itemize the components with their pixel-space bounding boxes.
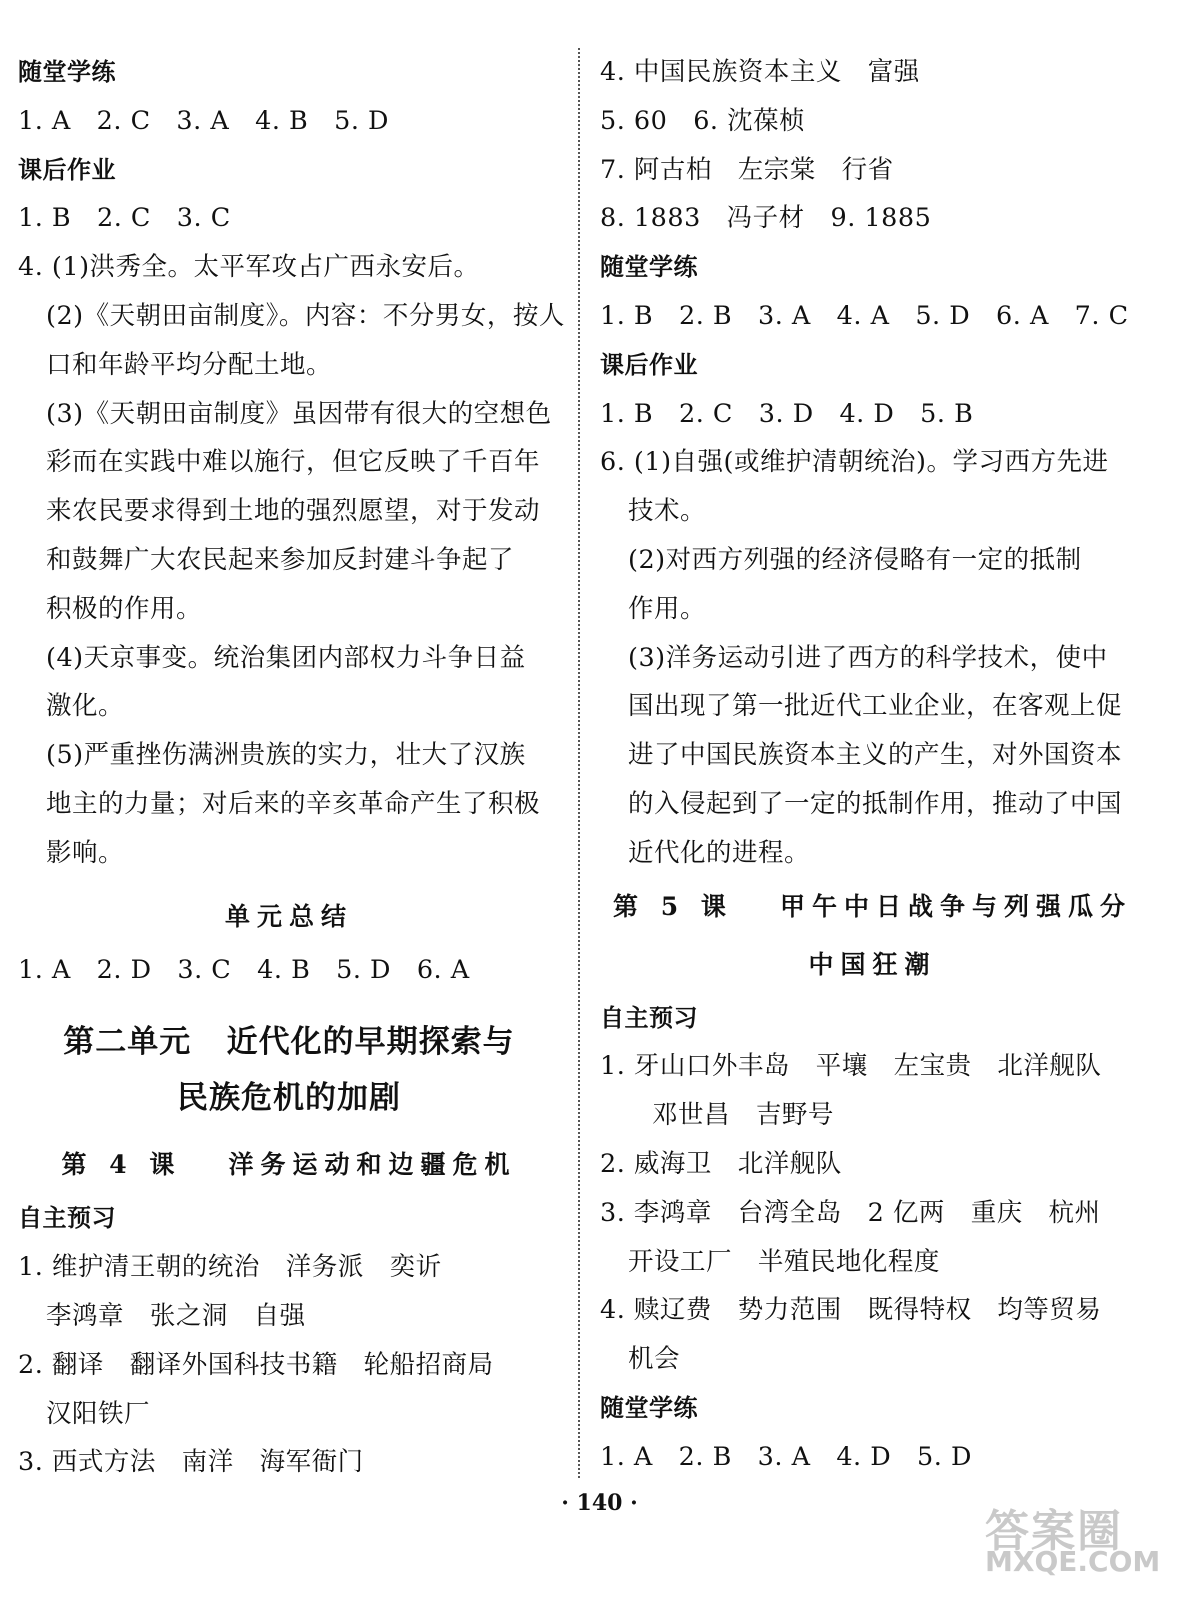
answer-line: (2)对西方列强的经济侵略有一定的抵制: [628, 544, 1082, 575]
answer-line: 1. 牙山口外丰岛 平壤 左宝贵 北洋舰队: [600, 1051, 1102, 1082]
answer-line: (2)《天朝田亩制度》。内容：不分男女，按人: [46, 300, 565, 331]
answer-line: 8. 1883 冯子材 9. 1885: [600, 203, 932, 234]
answer-line: 2. 威海卫 北洋舰队: [600, 1148, 842, 1179]
answer-line: 2. 翻译 翻译外国科技书籍 轮船招商局: [18, 1349, 494, 1380]
answer-line: 7. 阿古柏 左宗棠 行省: [600, 154, 894, 185]
answer-line: 的入侵起到了一定的抵制作用，推动了中国: [628, 788, 1123, 819]
spacer: [18, 1126, 560, 1136]
answer-line: 地主的力量；对后来的辛亥革命产生了积极: [46, 788, 541, 819]
spacer: [18, 994, 560, 1014]
section-heading: 随堂学练: [600, 1393, 698, 1422]
answer-line: 和鼓舞广大农民起来参加反封建斗争起了: [46, 544, 515, 575]
answer-line: 李鸿章 张之洞 自强: [46, 1300, 306, 1331]
lesson-title: 中国狂潮: [808, 949, 937, 979]
answer-line: 国出现了第一批近代工业企业，在客观上促: [628, 691, 1123, 722]
answer-line: 3. 西式方法 南洋 海军衙门: [18, 1447, 364, 1478]
answer-line: (3)洋务运动引进了西方的科学技术，使中: [628, 642, 1108, 673]
answer-line: 近代化的进程。: [628, 837, 811, 868]
answer-line: 技术。: [628, 496, 707, 527]
watermark-text: 答案圈: [985, 1506, 1123, 1557]
answer-line: (5)严重挫伤满洲贵族的实力，壮大了汉族: [46, 740, 526, 771]
page-number: · 140 ·: [561, 1490, 638, 1516]
answer-line: 1. 维护清王朝的统治 洋务派 奕䜣: [18, 1252, 442, 1283]
answer-line: 激化。: [46, 691, 125, 722]
answer-line: 4. 中国民族资本主义 富强: [600, 57, 920, 87]
section-heading: 课后作业: [600, 350, 698, 379]
answer-line: 作用。: [628, 593, 707, 624]
answer-line: 1. A 2. B 3. A 4. D 5. D: [600, 1441, 972, 1472]
answer-line: 1. B 2. C 3. D 4. D 5. B: [600, 398, 974, 429]
answer-line: 5. 60 6. 沈葆桢: [600, 105, 806, 136]
answer-line: (3)《天朝田亩制度》虽因带有很大的空想色: [46, 398, 552, 429]
lesson-title: 第 4 课 洋务运动和边疆危机: [61, 1150, 517, 1180]
section-heading: 随堂学练: [18, 58, 116, 86]
answer-line: 汉阳铁厂: [46, 1398, 151, 1429]
right-column: [600, 48, 1145, 1482]
unit-title: 民族危机的加剧: [177, 1080, 401, 1117]
section-heading: 随堂学练: [600, 253, 698, 282]
left-column: [18, 48, 565, 1487]
answer-line: 口和年龄平均分配土地。: [46, 349, 333, 380]
column-divider: [578, 48, 580, 1478]
answer-line: 3. 李鸿章 台湾全岛 2 亿两 重庆 杭州: [600, 1197, 1101, 1228]
answer-line: 6. (1)自强(或维护清朝统治)。学习西方先进: [600, 447, 1109, 478]
answer-line: 1. B 2. B 3. A 4. A 5. D 6. A 7. C: [600, 300, 1129, 331]
answer-line: 4. 赎辽费 势力范围 既得特权 均等贸易: [600, 1295, 1102, 1326]
spacer: [18, 878, 560, 888]
answer-line: 1. A 2. D 3. C 4. B 5. D 6. A: [18, 954, 470, 985]
answer-line: 4. (1)洪秀全。太平军攻占广西永安后。: [18, 252, 480, 283]
answer-line: 积极的作用。: [46, 593, 203, 624]
lesson-title: 第 5 课 甲午中日战争与列强瓜分: [613, 891, 1132, 921]
answer-line: 机会: [628, 1344, 681, 1375]
answer-line: 来农民要求得到土地的强烈愿望，对于发动: [46, 496, 541, 527]
lesson-title: 单元总结: [224, 901, 353, 931]
answer-line: 进了中国民族资本主义的产生，对外国资本: [628, 740, 1123, 771]
section-heading: 课后作业: [18, 155, 116, 184]
unit-title: 第二单元 近代化的早期探索与: [63, 1024, 515, 1061]
answer-line: (4)天京事变。统治集团内部权力斗争日益: [46, 642, 526, 673]
answer-line: 影响。: [46, 837, 125, 868]
answer-line: 邓世昌 吉野号: [652, 1100, 834, 1131]
answer-line: 彩而在实践中难以施行，但它反映了千百年: [46, 447, 541, 478]
answer-line: 1. B 2. C 3. C: [18, 203, 231, 234]
answer-line: 1. A 2. C 3. A 4. B 5. D: [18, 105, 389, 136]
watermark-url: MXQE.COM: [985, 1545, 1161, 1578]
watermark-logo: [985, 1495, 1161, 1578]
section-heading: 自主预习: [18, 1204, 116, 1233]
section-heading: 自主预习: [600, 1003, 698, 1032]
answer-line: 开设工厂 半殖民地化程度: [628, 1246, 940, 1277]
